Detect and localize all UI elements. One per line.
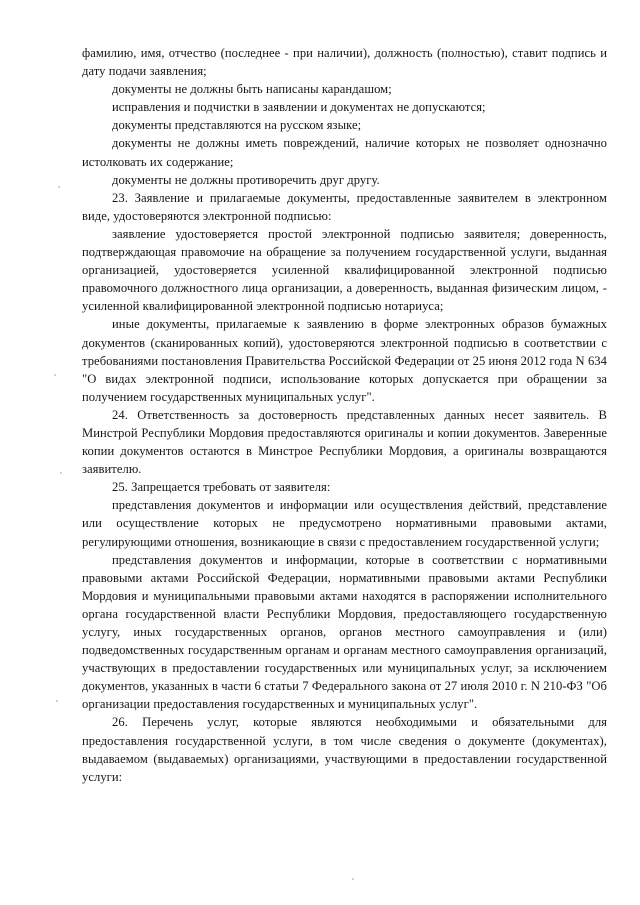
scan-speck [352, 878, 354, 880]
paragraph-russian-language: документы представляются на русском языке; [112, 118, 362, 133]
document-body [82, 44, 607, 786]
paragraph-26: 26. Перечень услуг, которые являются необходимыми и обязательными для предоставления государственной услуги, в том числе сведения о документе (документах), выдаваемом (выдаваемых) организациями, участвующими в предоставлении государственной услуги: [82, 715, 607, 784]
paragraph-prohibited-actions: представления документов и информации или осуществления действий, представление или осуществление которых не предусмотрено нормативными правовыми актами, регулирующими отношения, возникающие в связи с предоставлением государственной услуги; [82, 498, 607, 549]
paragraph-no-contradiction: документы не должны противоречить друг другу. [112, 172, 380, 187]
paragraph-prohibited-documents: представления документов и информации, которые в соответствии с нормативными правовыми актами Российской Федерации, нормативными правовыми актами Республики Мордовия и муниципальными правовыми актами находятся в распоряжении исполнительного органа государственной власти Республики Мордовия, предоставляющего государственную услугу, иных государственных органов, органов местного самоуправления и (или) подведомственных государственным органам и органам местного самоуправления организаций, участвующих в предоставлении государственных или муниципальных услуг, за исключением документов, указанных в части 6 статьи 7 Федерального закона от 27 июля 2010 г. N 210-ФЗ "Об организации предоставления государственных и муниципальных услуг". [82, 552, 607, 712]
paragraph-24: 24. Ответственность за достоверность представленных данных несет заявитель. В Минстрой Республики Мордовия предоставляются оригиналы и копии документов. Заверенные копии документов остаются в Минстрое Республики Мордовия, а оригиналы возвращаются заявителю. [82, 407, 607, 477]
paragraph-applicant-signature: фамилию, имя, отчество (последнее - при наличии), должность (полностью), ставит подпись и дату подачи заявления; [82, 46, 607, 79]
paragraph-other-documents: иные документы, прилагаемые к заявлению в форме электронных образов бумажных документов (сканированных копий), удостоверяются электронной подписью в соответствии с требованиями постановления Правительства Российской Федерации от 25 июня 2012 года N 634 "О видах электронной подписи, использование которых допускается при обращении за получением государственных муниципальных услуг". [82, 317, 607, 404]
scan-speck [56, 700, 58, 702]
paragraph-23: 23. Заявление и прилагаемые документы, предоставленные заявителем в электронном виде, удостоверяются электронной подписью: [82, 190, 607, 223]
paragraph-simple-signature: заявление удостоверяется простой электронной подписью заявителя; доверенность, подтверждающая правомочие на обращение за получением государственной услуги, выданная организацией, удостоверяется усиленной квалифицированной электронной подписью правомочного должностного лица организации, а доверенность, выданная физическим лицом, - усиленной квалифицированной электронной подписью нотариуса; [82, 226, 607, 314]
paragraph-25: 25. Запрещается требовать от заявителя: [112, 480, 331, 495]
paragraph-no-pencil: документы не должны быть написаны карандашом; [112, 82, 392, 97]
scan-speck [58, 186, 60, 188]
paragraph-no-corrections: исправления и подчистки в заявлении и документах не допускаются; [112, 100, 486, 115]
scan-speck [54, 374, 56, 376]
paragraph-no-damage: документы не должны иметь повреждений, наличие которых не позволяет однозначно истолковать их содержание; [82, 136, 607, 169]
scan-speck [60, 472, 62, 474]
